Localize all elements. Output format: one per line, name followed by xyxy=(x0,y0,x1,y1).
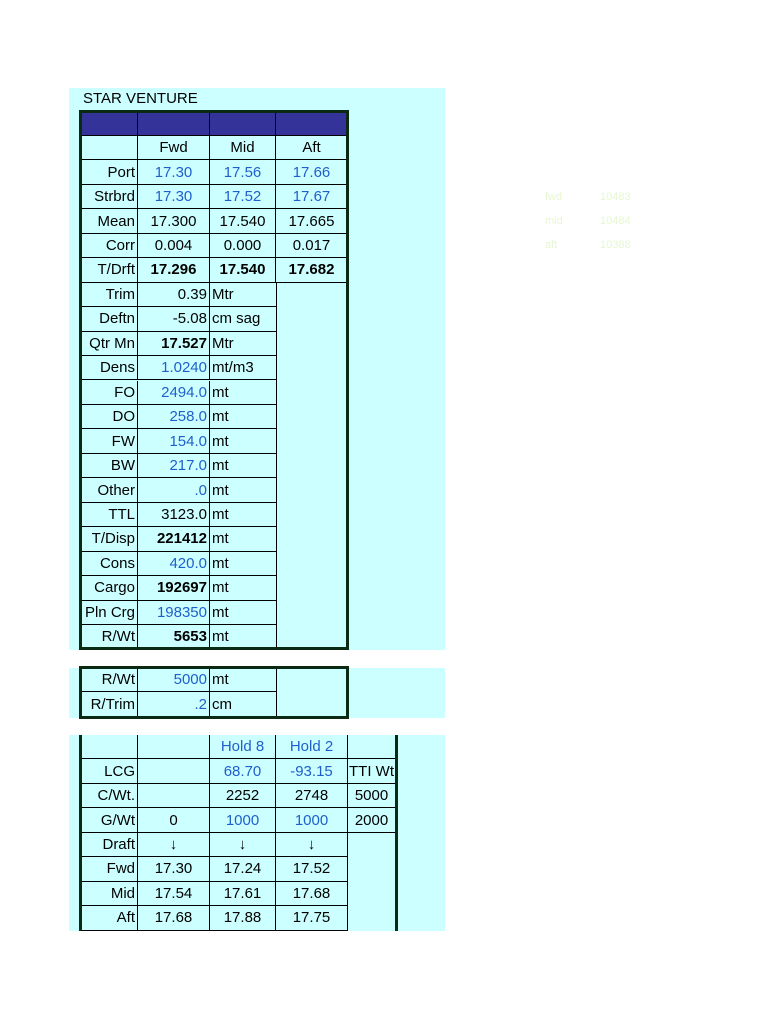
hold-cell[interactable] xyxy=(138,759,210,783)
empty-block xyxy=(276,668,348,717)
row-label[interactable]: BW xyxy=(82,454,138,478)
aft-draft-cell[interactable]: 17.67 xyxy=(276,185,348,209)
mid-draft-cell[interactable]: 0.000 xyxy=(210,234,276,258)
unit-cell[interactable]: mt xyxy=(210,527,276,551)
faint-note-label: mid xyxy=(545,215,563,227)
unit-cell[interactable]: cm xyxy=(210,692,276,716)
row-label[interactable]: Deftn xyxy=(82,307,138,331)
row-label[interactable]: Dens xyxy=(82,356,138,380)
unit-cell[interactable]: cm sag xyxy=(210,307,276,331)
hold-cell[interactable]: 17.68 xyxy=(138,906,210,930)
mid-draft-cell[interactable]: 17.56 xyxy=(210,160,276,184)
aft-draft-cell[interactable]: 17.682 xyxy=(276,258,348,282)
unit-cell[interactable]: mt xyxy=(210,503,276,527)
unit-cell[interactable]: mt xyxy=(210,576,276,600)
row-label[interactable]: TTL xyxy=(82,503,138,527)
hold-cell[interactable]: 17.68 xyxy=(276,882,348,906)
hold-header-cell[interactable] xyxy=(348,735,396,759)
row-label[interactable]: Corr xyxy=(82,234,138,258)
hold-cell[interactable]: ↓ xyxy=(276,833,348,857)
value-cell[interactable]: 2494.0 xyxy=(138,381,210,405)
frame-left xyxy=(79,666,82,718)
value-cell[interactable]: -5.08 xyxy=(138,307,210,331)
row-label[interactable]: Trim xyxy=(82,283,138,307)
hold-header-cell[interactable]: Hold 2 xyxy=(276,735,348,759)
frame-right xyxy=(346,110,349,649)
frame-right xyxy=(395,735,398,931)
corner-cell[interactable] xyxy=(82,136,138,160)
hold-cell[interactable]: 17.52 xyxy=(276,857,348,881)
hold-cell[interactable]: 1000 xyxy=(210,808,276,832)
empty-block xyxy=(276,283,348,650)
value-cell[interactable]: 192697 xyxy=(138,576,210,600)
hold-cell[interactable] xyxy=(348,857,396,881)
hold-cell[interactable] xyxy=(348,882,396,906)
hold-cell[interactable]: 0 xyxy=(138,808,210,832)
column-header-fwd[interactable]: Fwd xyxy=(138,136,210,160)
faint-note-value: 10388 xyxy=(600,239,631,251)
unit-cell[interactable]: mt xyxy=(210,552,276,576)
row-label[interactable]: DO xyxy=(82,405,138,429)
hold-cell[interactable]: 17.54 xyxy=(138,882,210,906)
row-label[interactable]: T/Disp xyxy=(82,527,138,551)
hold-header-cell[interactable] xyxy=(82,735,138,759)
unit-cell[interactable]: Mtr xyxy=(210,283,276,307)
row-label[interactable]: T/Drft xyxy=(82,258,138,282)
aft-draft-cell[interactable]: 0.017 xyxy=(276,234,348,258)
header-band-cell xyxy=(276,112,348,136)
row-label[interactable]: Draft xyxy=(82,833,138,857)
row-label[interactable]: Cons xyxy=(82,552,138,576)
value-cell[interactable]: 0.39 xyxy=(138,283,210,307)
mid-draft-cell[interactable]: 17.540 xyxy=(210,258,276,282)
hold-cell[interactable]: TTI Wt xyxy=(348,759,396,783)
hold-cell[interactable]: 17.88 xyxy=(210,906,276,930)
row-label[interactable]: R/Trim xyxy=(82,692,138,716)
frame-right xyxy=(346,666,349,718)
value-cell[interactable]: .0 xyxy=(138,478,210,502)
hold-cell[interactable]: 2000 xyxy=(348,808,396,832)
hold-cell[interactable]: -93.15 xyxy=(276,759,348,783)
hold-cell[interactable]: 17.30 xyxy=(138,857,210,881)
row-label[interactable]: Other xyxy=(82,478,138,502)
unit-cell[interactable]: mt xyxy=(210,601,276,625)
frame-left xyxy=(79,735,82,931)
value-cell[interactable]: 5000 xyxy=(138,668,210,692)
row-label[interactable]: Fwd xyxy=(82,857,138,881)
frame-top xyxy=(79,110,349,113)
fwd-draft-cell[interactable]: 17.30 xyxy=(138,160,210,184)
row-label[interactable]: Aft xyxy=(82,906,138,930)
row-label[interactable]: Mean xyxy=(82,209,138,233)
hold-cell[interactable]: 17.24 xyxy=(210,857,276,881)
mid-draft-cell[interactable]: 17.540 xyxy=(210,209,276,233)
fwd-draft-cell[interactable]: 17.296 xyxy=(138,258,210,282)
value-cell[interactable]: 154.0 xyxy=(138,429,210,453)
unit-cell[interactable]: mt xyxy=(210,478,276,502)
header-band-cell xyxy=(210,112,276,136)
value-cell[interactable]: 3123.0 xyxy=(138,503,210,527)
row-label[interactable]: C/Wt. xyxy=(82,784,138,808)
fwd-draft-cell[interactable]: 17.300 xyxy=(138,209,210,233)
frame-bottom xyxy=(79,647,349,650)
column-header-mid[interactable]: Mid xyxy=(210,136,276,160)
hold-cell[interactable]: 17.75 xyxy=(276,906,348,930)
value-cell[interactable]: 420.0 xyxy=(138,552,210,576)
header-band-cell xyxy=(138,112,210,136)
unit-cell[interactable]: mt xyxy=(210,429,276,453)
row-label[interactable]: Pln Crg xyxy=(82,601,138,625)
hold-cell[interactable]: 2252 xyxy=(210,784,276,808)
row-label[interactable]: R/Wt xyxy=(82,668,138,692)
faint-note-value: 10484 xyxy=(600,215,631,227)
unit-cell[interactable]: mt xyxy=(210,625,276,649)
hold-cell[interactable] xyxy=(138,784,210,808)
unit-cell[interactable]: mt/m3 xyxy=(210,356,276,380)
hold-cell[interactable]: 68.70 xyxy=(210,759,276,783)
hold-header-cell[interactable]: Hold 8 xyxy=(210,735,276,759)
hold-header-cell[interactable] xyxy=(138,735,210,759)
fwd-draft-cell[interactable]: 17.30 xyxy=(138,185,210,209)
hold-cell[interactable]: ↓ xyxy=(210,833,276,857)
mid-draft-cell[interactable]: 17.52 xyxy=(210,185,276,209)
vessel-name: STAR VENTURE xyxy=(83,90,198,107)
row-label[interactable]: Strbrd xyxy=(82,185,138,209)
hold-cell[interactable]: 2748 xyxy=(276,784,348,808)
unit-cell[interactable]: mt xyxy=(210,381,276,405)
value-cell[interactable]: 17.527 xyxy=(138,332,210,356)
row-label[interactable]: FW xyxy=(82,429,138,453)
header-band-cell xyxy=(82,112,138,136)
row-label[interactable]: LCG xyxy=(82,759,138,783)
value-cell[interactable]: 1.0240 xyxy=(138,356,210,380)
unit-cell[interactable]: mt xyxy=(210,405,276,429)
value-cell[interactable]: 221412 xyxy=(138,527,210,551)
hold-cell[interactable]: ↓ xyxy=(138,833,210,857)
aft-draft-cell[interactable]: 17.66 xyxy=(276,160,348,184)
value-cell[interactable]: 258.0 xyxy=(138,405,210,429)
faint-note-value: 10483 xyxy=(600,191,631,203)
column-header-aft[interactable]: Aft xyxy=(276,136,348,160)
value-cell[interactable]: .2 xyxy=(138,692,210,716)
frame-left xyxy=(79,110,82,649)
row-label[interactable]: Cargo xyxy=(82,576,138,600)
hold-cell[interactable]: 17.61 xyxy=(210,882,276,906)
fwd-draft-cell[interactable]: 0.004 xyxy=(138,234,210,258)
frame-top xyxy=(79,666,349,669)
value-cell[interactable]: 5653 xyxy=(138,625,210,649)
row-label[interactable]: G/Wt xyxy=(82,808,138,832)
hold-cell[interactable]: 5000 xyxy=(348,784,396,808)
row-label[interactable]: FO xyxy=(82,381,138,405)
unit-cell[interactable]: mt xyxy=(210,668,276,692)
hold-cell[interactable]: 1000 xyxy=(276,808,348,832)
value-cell[interactable]: 217.0 xyxy=(138,454,210,478)
frame-bottom xyxy=(79,716,349,719)
row-label[interactable]: R/Wt xyxy=(82,625,138,649)
row-label[interactable]: Mid xyxy=(82,882,138,906)
faint-note-label: aft xyxy=(545,239,558,251)
aft-draft-cell[interactable]: 17.665 xyxy=(276,209,348,233)
unit-cell[interactable]: Mtr xyxy=(210,332,276,356)
faint-note-label: fwd xyxy=(545,191,563,203)
value-cell[interactable]: 198350 xyxy=(138,601,210,625)
row-label[interactable]: Qtr Mn xyxy=(82,332,138,356)
unit-cell[interactable]: mt xyxy=(210,454,276,478)
hold-cell[interactable] xyxy=(348,833,396,857)
hold-cell[interactable] xyxy=(348,906,396,930)
row-label[interactable]: Port xyxy=(82,160,138,184)
